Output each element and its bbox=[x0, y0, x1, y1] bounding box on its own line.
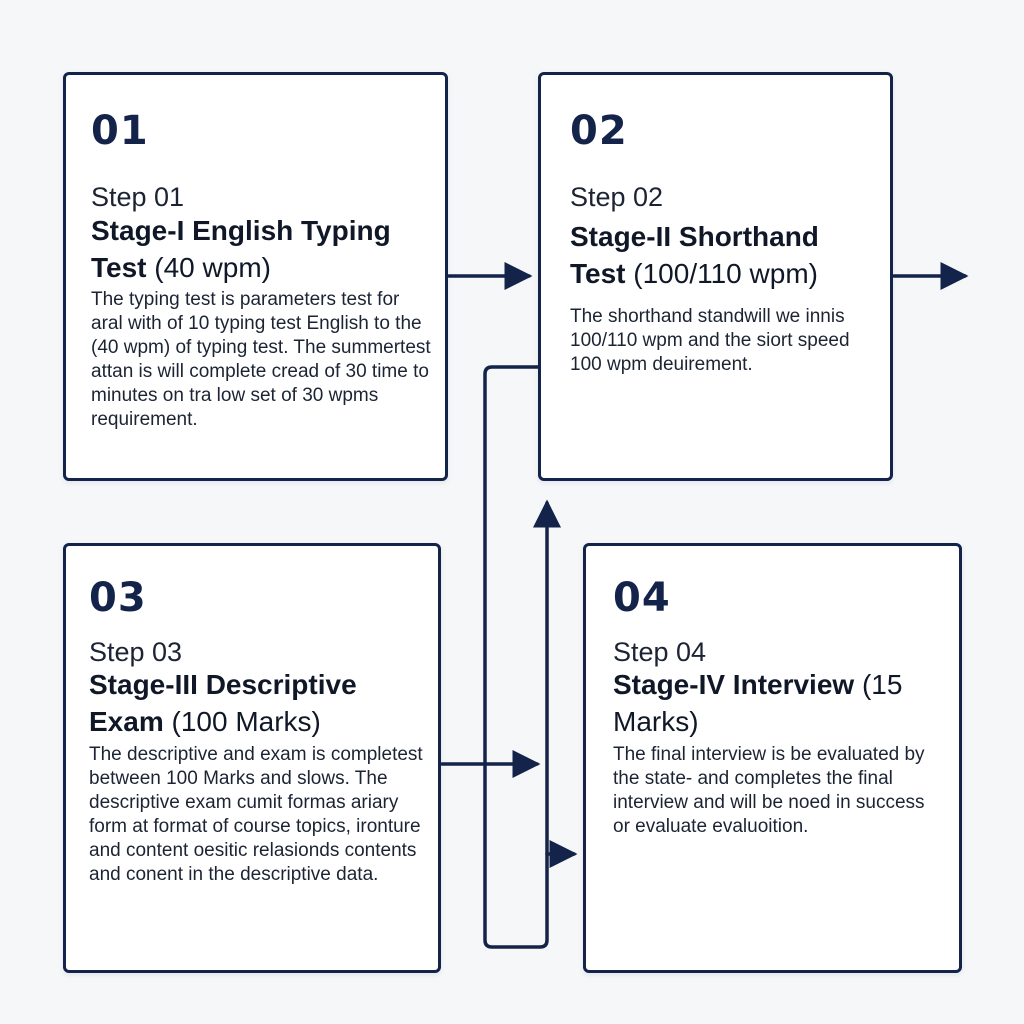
step-card-1 bbox=[63, 72, 448, 481]
step-number: 02 bbox=[570, 108, 628, 154]
step-title-suffix: (40 wpm) bbox=[154, 252, 271, 283]
step-label: Step 03 bbox=[89, 637, 183, 667]
step-title-main: Stage-IV Interview bbox=[613, 669, 855, 700]
step-number: 01 bbox=[91, 108, 149, 154]
step-number: 04 bbox=[613, 575, 671, 621]
step-card-3 bbox=[63, 543, 441, 973]
step-title-suffix: (100 Marks) bbox=[171, 706, 321, 737]
step-number: 03 bbox=[89, 575, 147, 621]
step-description: The shorthand standwill we innis 100/110 wpm and the siort speed 100 wpm deuirement. bbox=[570, 306, 850, 375]
step-title-suffix: (15 Marks) bbox=[613, 669, 903, 737]
step-label: Step 01 bbox=[91, 182, 185, 212]
step-title-suffix: (100/110 wpm) bbox=[633, 258, 818, 289]
step-title bbox=[570, 218, 880, 292]
step-description: The typing test is parameters test for aral with of 10 typing test English to the (40 wpm) of typing test. The summertest attan is will complete cread of 30 time to minutes on tra low set of 30 wpms requirement. bbox=[91, 289, 431, 430]
step-card-4 bbox=[583, 543, 962, 973]
step-title bbox=[89, 666, 424, 740]
step-card-2 bbox=[538, 72, 893, 481]
step-title-main: Stage-II Shorthand Test bbox=[570, 221, 819, 289]
step-label: Step 04 bbox=[613, 637, 707, 667]
step-label: Step 02 bbox=[570, 182, 664, 212]
step-title bbox=[91, 212, 436, 286]
step-title-main: Stage-I English Typing Test bbox=[91, 215, 391, 283]
step-description: The final interview is be evaluated by the state- and completes the final interview and will be noed in success or evaluate evaluoition. bbox=[613, 744, 925, 837]
step-title bbox=[613, 666, 943, 740]
step-title-main: Stage-III Descriptive Exam bbox=[89, 669, 357, 737]
step-description: The descriptive and exam is completest between 100 Marks and slows. The descriptive exam cumit formas ariary form at format of course topics, ironture and content oesitic relasionds contents and conent in the descriptive data. bbox=[89, 744, 423, 885]
